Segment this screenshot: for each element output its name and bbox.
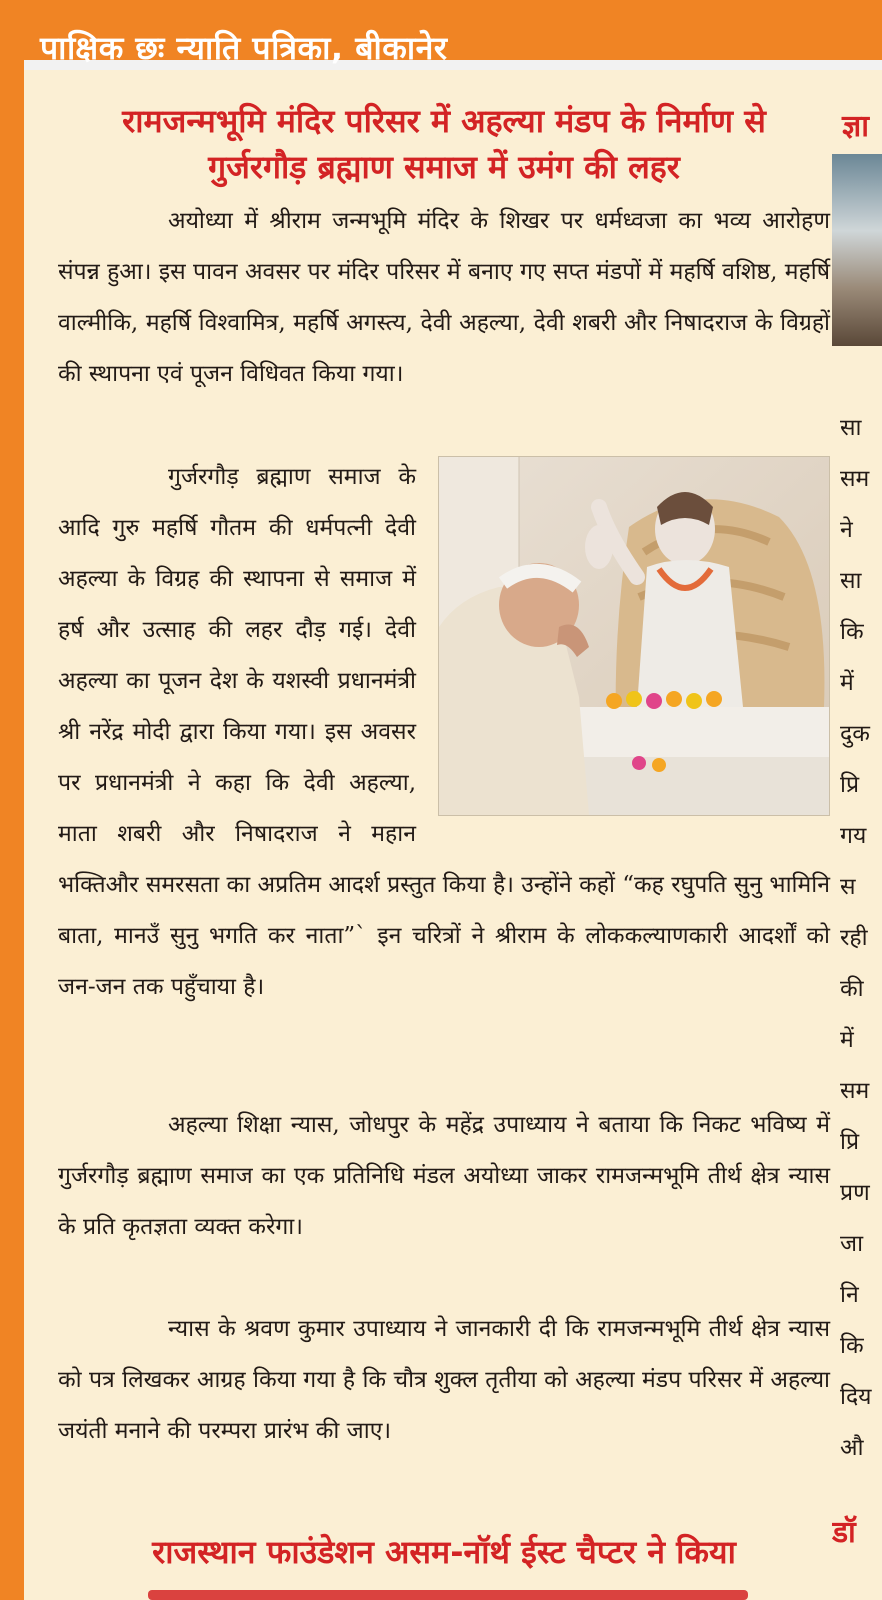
adjacent-line-fragment: सा bbox=[840, 568, 862, 594]
adjacent-bottom-headline-fragment: डॉ bbox=[832, 1515, 856, 1550]
adjacent-headline-fragment: ज्ञा bbox=[842, 109, 869, 144]
next-article-headline: राजस्थान फाउंडेशन असम-नॉर्थ ईस्ट चैप्टर ने किया bbox=[152, 1533, 736, 1571]
headline-line-1: रामजन्मभूमि मंदिर परिसर में अहल्या मंडप के निर्माण से bbox=[122, 102, 766, 140]
newspaper-page bbox=[24, 70, 882, 1600]
adjacent-line-fragment: औ bbox=[840, 1435, 864, 1461]
adjacent-line-fragment: ने bbox=[840, 517, 853, 543]
main-article-column bbox=[58, 70, 830, 1571]
adjacent-line-fragment: में bbox=[840, 1027, 854, 1053]
adjacent-column-cropped bbox=[832, 70, 882, 1600]
adjacent-line-fragment: रही bbox=[840, 925, 868, 951]
adjacent-line-fragment: प्रि bbox=[840, 1129, 860, 1155]
adjacent-line-fragment: में bbox=[840, 670, 854, 696]
photo-illustration bbox=[439, 457, 829, 815]
left-margin-band bbox=[0, 0, 24, 1600]
paragraph-2: गुर्जरगौड़ ब्रह्माण समाज के आदि गुरु महर्षि गौतम की धर्मपत्नी देवी अहल्या के विग्रह की स्थापना से समाज में हर्ष और उत्साह की लहर दौड़ गई। देवी अहल्या का पूजन देश के यशस्वी प्रधानमंत्री श्री नरेंद्र मोदी द्वारा किया गया। इस अवसर पर प्रधानमंत्री ने कहा कि देवी अहल्या, माता शबरी और निषादराज ने महान भक्तिऔर समरसता का अप्रतिम आदर्श प्रस्तुत किया है। उन्होंने कहों “कह रघुपति सुनु भामिनि बाता, मानउँ सुनु भगति कर नाता”` इन चरित्रों ने श्रीराम के लोककल्याणकारी आदर्शों को जन-जन तक पहुँचाया है। bbox=[58, 464, 830, 1000]
masthead-title: पाक्षिक छः न्याति पत्रिका, बीकानेर bbox=[40, 29, 448, 67]
adjacent-line-fragment: कि bbox=[840, 1333, 864, 1359]
paragraph-2-block bbox=[58, 452, 830, 1013]
headline-line-2: गुर्जरगौड़ ब्रह्माण समाज में उमंग की लहर bbox=[208, 148, 680, 186]
cropped-headline-line bbox=[148, 1590, 748, 1600]
article-headline bbox=[58, 98, 830, 190]
adjacent-line-fragment: प्रण bbox=[840, 1180, 870, 1206]
adjacent-line-fragment: की bbox=[840, 976, 864, 1002]
article-photo bbox=[438, 456, 830, 816]
adjacent-line-fragment: गय bbox=[840, 823, 867, 849]
adjacent-line-fragment: नि bbox=[840, 1282, 859, 1308]
adjacent-line-fragment: दुक bbox=[840, 721, 870, 747]
paragraph-3: अहल्या शिक्षा न्यास, जोधपुर के महेंद्र उपाध्याय ने बताया कि निकट भविष्य में गुर्जरगौड़ ब्रह्माण समाज का एक प्रतिनिधि मंडल अयोध्या जाकर रामजन्मभूमि तीर्थ क्षेत्र न्यास के प्रति कृतज्ञता व्यक्त करेगा। bbox=[58, 1112, 830, 1240]
adjacent-line-fragment: प्रि bbox=[840, 772, 860, 798]
paragraph-1: अयोध्या में श्रीराम जन्मभूमि मंदिर के शिखर पर धर्मध्वजा का भव्य आरोहण संपन्न हुआ। इस पावन अवसर पर मंदिर परिसर में बनाए गए सप्त मंडपों में महर्षि वशिष्ठ, महर्षि वाल्मीकि, महर्षि विश्वामित्र, महर्षि अगस्त्य, देवी अहल्या, देवी शबरी और निषादराज के विग्रहों की स्थापना एवं पूजन विधिवत किया गया। bbox=[58, 208, 830, 387]
adjacent-line-fragment: कि bbox=[840, 619, 864, 645]
adjacent-line-fragment: स bbox=[840, 874, 856, 900]
adjacent-photo-fragment bbox=[832, 154, 882, 346]
adjacent-line-fragment: सा bbox=[840, 415, 862, 441]
adjacent-line-fragment: जा bbox=[840, 1231, 864, 1257]
adjacent-line-fragment: दिय bbox=[840, 1384, 872, 1410]
adjacent-line-fragment: सम bbox=[840, 466, 870, 492]
adjacent-line-fragment: सम bbox=[840, 1078, 870, 1104]
paragraph-4: न्यास के श्रवण कुमार उपाध्याय ने जानकारी दी कि रामजन्मभूमि तीर्थ क्षेत्र न्यास को पत्र लिखकर आग्रह किया गया है कि चौत्र शुक्ल तृतीया को अहल्या मंडप परिसर में अहल्या जयंती मनाने की परम्परा प्रारंभ की जाए। bbox=[58, 1316, 830, 1444]
